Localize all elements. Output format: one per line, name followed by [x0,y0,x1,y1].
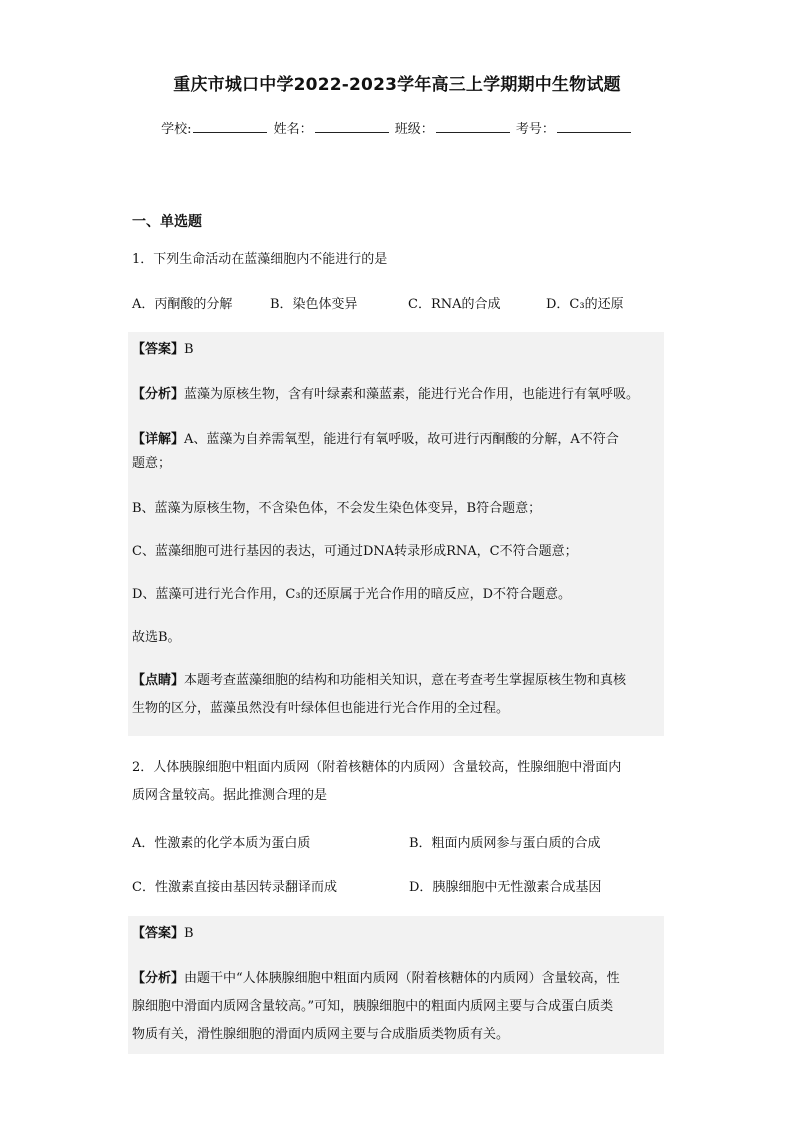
comment-tag: 【点睛】 [132,673,185,688]
answer-value: B [184,926,194,941]
exam-number-blank[interactable] [557,120,631,133]
q2-option-c: C．性激素直接由基因转录翻译而成 [132,880,337,895]
name-blank[interactable] [315,120,389,133]
q1-detail-a [128,424,660,456]
exam-number-label: 考号： [515,122,555,137]
school-label: 学校: [161,122,192,137]
class-blank[interactable] [436,120,510,133]
section-title: 一、单选题 [132,214,202,230]
analysis-text-1: 由题干中“人体胰腺细胞中粗面内质网（附着核糖体的内质网）含量较高，性 [184,971,620,986]
answer-value: B [184,342,194,357]
q1-analysis [128,379,660,411]
q1-option-d: D．C₃的还原 [546,297,624,312]
q2-stem-line2: 质网含量较高。据此推测合理的是 [132,788,328,803]
q1-stem: 1．下列生命活动在蓝藻细胞内不能进行的是 [132,252,388,267]
page-title: 重庆市城口中学2022-2023学年高三上学期期中生物试题 [173,75,621,95]
analysis-tag: 【分析】 [132,971,185,986]
answer-tag: 【答案】 [132,342,185,357]
q1-comment-cont: 生物的区分，蓝藻虽然没有叶绿体但也能进行光合作用的全过程。 [132,701,510,716]
q2-option-d: D．胰腺细胞中无性激素合成基因 [409,880,602,895]
q2-answer-block [128,916,664,1054]
comment-line1: 本题考查蓝藻细胞的结构和功能相关知识，意在考查考生掌握原核生物和真核 [184,673,627,688]
q1-options [132,289,664,321]
school-blank[interactable] [193,120,267,133]
q2-option-b: B．粗面内质网参与蛋白质的合成 [409,836,601,851]
analysis-text: 蓝藻为原核生物，含有叶绿素和藻蓝素，能进行光合作用，也能进行有氧呼吸。 [184,387,640,402]
q1-answer-block [128,332,664,736]
q1-option-a: A．丙酮酸的分解 [132,297,233,312]
class-label: 班级： [394,122,434,137]
q2-analysis-line3: 物质有关，滑性腺细胞的滑面内质网主要与合成脂质类物质有关。 [132,1027,510,1042]
q1-answer [128,334,660,366]
detail-tag: 【详解】 [132,432,185,447]
q1-option-c: C．RNA的合成 [408,297,501,312]
analysis-tag: 【分析】 [132,387,185,402]
q2-analysis-line2: 腺细胞中滑面内质网含量较高。”可知，胰腺细胞中的粗面内质网主要与合成蛋白质类 [132,999,614,1014]
q2-options-row1 [132,828,664,860]
answer-tag: 【答案】 [132,926,185,941]
q1-choose: 故选B。 [132,630,181,645]
q2-options-row2 [132,872,664,904]
q2-stem-line1: 2．人体胰腺细胞中粗面内质网（附着核糖体的内质网）含量较高，性腺细胞中滑面内 [132,760,622,775]
q1-detail-d: D、蓝藻可进行光合作用，C₃的还原属于光合作用的暗反应，D不符合题意。 [132,587,572,602]
q1-detail-c: C、蓝藻细胞可进行基因的表达，可通过DNA转录形成RNA，C不符合题意； [132,544,578,559]
q1-detail-b: B、蓝藻为原核生物，不含染色体，不会发生染色体变异，B符合题意； [132,501,542,516]
q2-answer [128,918,660,950]
q1-detail-a-cont: 题意； [132,456,172,471]
q1-option-b: B．染色体变异 [270,297,358,312]
q2-option-a: A．性激素的化学本质为蛋白质 [132,836,311,851]
name-label: 姓名： [273,122,313,137]
student-info-line [0,118,794,137]
detail-a-line1: A、蓝藻为自养需氧型，能进行有氧呼吸，故可进行丙酮酸的分解，A不符合 [184,432,619,447]
